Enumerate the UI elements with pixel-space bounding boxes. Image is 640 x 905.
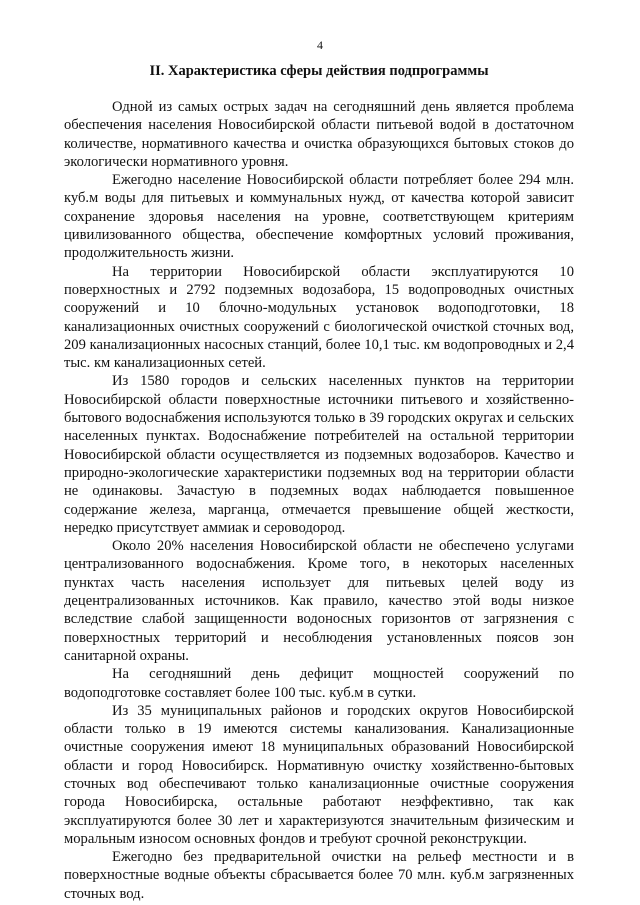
paragraph: Около 20% населения Новосибирской области не обеспечено услугами централизованного водоснабжения. Кроме того, в некоторых населенных пунктах часть населения использует для питьевых целей воду из децентрализованных источников. Как правило, качество этой воды низкое вследствие слабой защищенности водоносных горизонтов от загрязнения с поверхностных территорий и несоблюдения установленных поясов зон санитарной охраны. bbox=[64, 538, 574, 664]
paragraph: Из 35 муниципальных районов и городских округов Новосибирской области только в 19 имеются системы канализования. Канализационные очистные сооружения имеют 18 муниципальных образований Новосибирской области и город Новосибирск. Нормативную очистку хозяйственно-бытовых сточных вод обеспечивают только канализационные очистные сооружения города Новосибирска, остальные работают неэффективно, так как эксплуатируются более 30 лет и характеризуются значительным физическим и моральным износом основных фондов и требуют срочной реконструкции. bbox=[64, 702, 574, 847]
paragraph: Ежегодно без предварительной очистки на рельеф местности и в поверхностные водные объекты сбрасывается более 70 млн. куб.м загрязненных сточных вод. bbox=[64, 849, 574, 902]
section-title: II. Характеристика сферы действия подпрограммы bbox=[149, 63, 489, 79]
paragraph: На территории Новосибирской области эксплуатируются 10 поверхностных и 2792 подземных водозабора, 15 водопроводных очистных сооружений и 10 блочно-модульных установок водоподготовки, 18 канализационных очистных сооружений с биологической очисткой сточных вод, 209 канализационных насосных станций, более 10,1 тыс. км водопроводных и 2,4 тыс. км канализационных сетей. bbox=[64, 263, 574, 372]
paragraph: На сегодняшний день дефицит мощностей сооружений по водоподготовке составляет более 100 тыс. куб.м в сутки. bbox=[64, 666, 574, 701]
paragraph: Одной из самых острых задач на сегодняшний день является проблема обеспечения населения Новосибирской области питьевой водой в достаточном количестве, нормативного качества и очистка образующихся бытовых стоков до экологически нормативного уровня. bbox=[64, 99, 574, 170]
page-number: 4 bbox=[317, 38, 323, 52]
paragraph: Ежегодно население Новосибирской области потребляет более 294 млн. куб.м воды для питьевых и коммунальных нужд, от качества которой зависит сохранение здоровья населения на уровне, соответствующем критериям цивилизованного общества, обеспечение комфортных условий проживания, продолжительность жизни. bbox=[64, 172, 574, 262]
body-text bbox=[64, 98, 574, 903]
paragraph: Из 1580 городов и сельских населенных пунктов на территории Новосибирской области поверхностные источники питьевого и хозяйственно-бытового водоснабжения используются только в 39 городских округах и сельских населенных пунктах. Водоснабжение потребителей на остальной территории Новосибирской области осуществляется из подземных водозаборов. Качество и природно-экологические характеристики подземных вод на территории области не одинаковы. Зачастую в подземных водах наблюдается повышенное содержание железа, марганца, отмечается превышение общей жесткости, нередко присутствует аммиак и сероводород. bbox=[64, 373, 574, 536]
